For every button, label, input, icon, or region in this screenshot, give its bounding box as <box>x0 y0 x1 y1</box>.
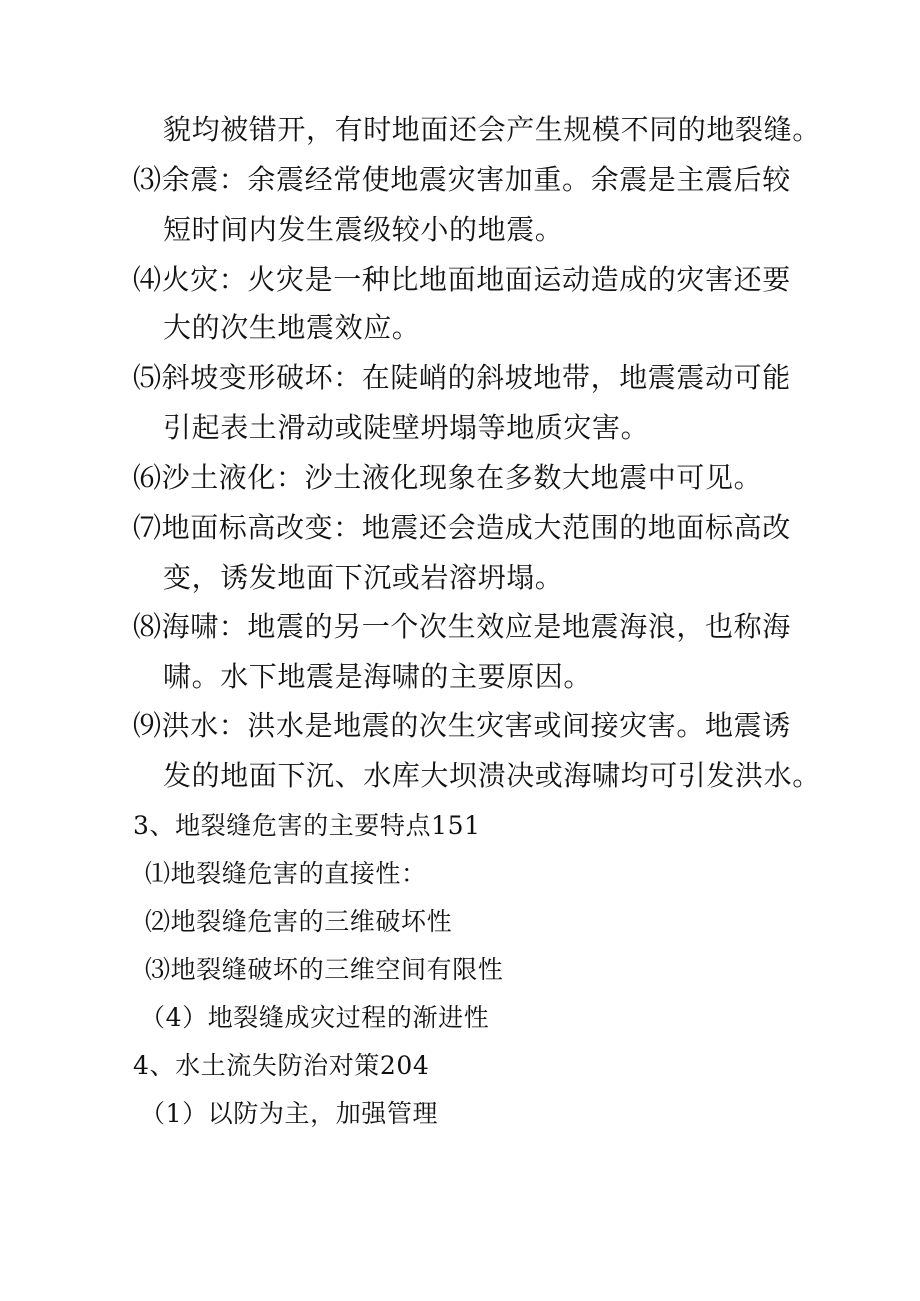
text-line-4: ⑷火灾：火灾是一种比地面地面运动造成的灾害还要 <box>133 263 791 296</box>
text-line-13: ⑼洪水：洪水是地震的次生灾害或间接灾害。地震诱 <box>133 709 791 742</box>
text-line-8: ⑹沙土液化：沙土液化现象在多数大地震中可见。 <box>133 461 763 494</box>
text-line-10: 变，诱发地面下沉或岩溶坍塌。 <box>163 561 564 594</box>
text-line-3: 短时间内发生震级较小的地震。 <box>163 213 564 246</box>
text-line-21: （1）以防为主，加强管理 <box>140 1099 439 1128</box>
text-line-14: 发的地面下沉、水库大坝溃决或海啸均可引发洪水。 <box>163 759 821 792</box>
text-line-16: ⑴地裂缝危害的直接性： <box>145 859 427 888</box>
text-line-19: （4）地裂缝成灾过程的渐进性 <box>140 1003 490 1032</box>
text-line-1: 貌均被错开，有时地面还会产生规模不同的地裂缝。 <box>163 113 821 146</box>
text-line-2: ⑶余震：余震经常使地震灾害加重。余震是主震后较 <box>133 163 791 196</box>
section-heading-3: 3、地裂缝危害的主要特点151 <box>133 811 481 840</box>
section-heading-4: 4、水土流失防治对策204 <box>133 1051 430 1080</box>
text-line-5: 大的次生地震效应。 <box>163 311 421 344</box>
text-line-12: 啸。水下地震是海啸的主要原因。 <box>163 660 593 693</box>
text-line-18: ⑶地裂缝破坏的三维空间有限性 <box>145 955 504 984</box>
text-line-6: ⑸斜坡变形破坏：在陡峭的斜坡地带，地震震动可能 <box>133 361 791 394</box>
text-line-9: ⑺地面标高改变：地震还会造成大范围的地面标高改 <box>133 511 791 544</box>
text-line-7: 引起表土滑动或陡壁坍塌等地质灾害。 <box>163 411 650 444</box>
text-line-11: ⑻海啸：地震的另一个次生效应是地震海浪，也称海 <box>133 610 791 643</box>
text-line-17: ⑵地裂缝危害的三维破坏性 <box>145 907 453 936</box>
